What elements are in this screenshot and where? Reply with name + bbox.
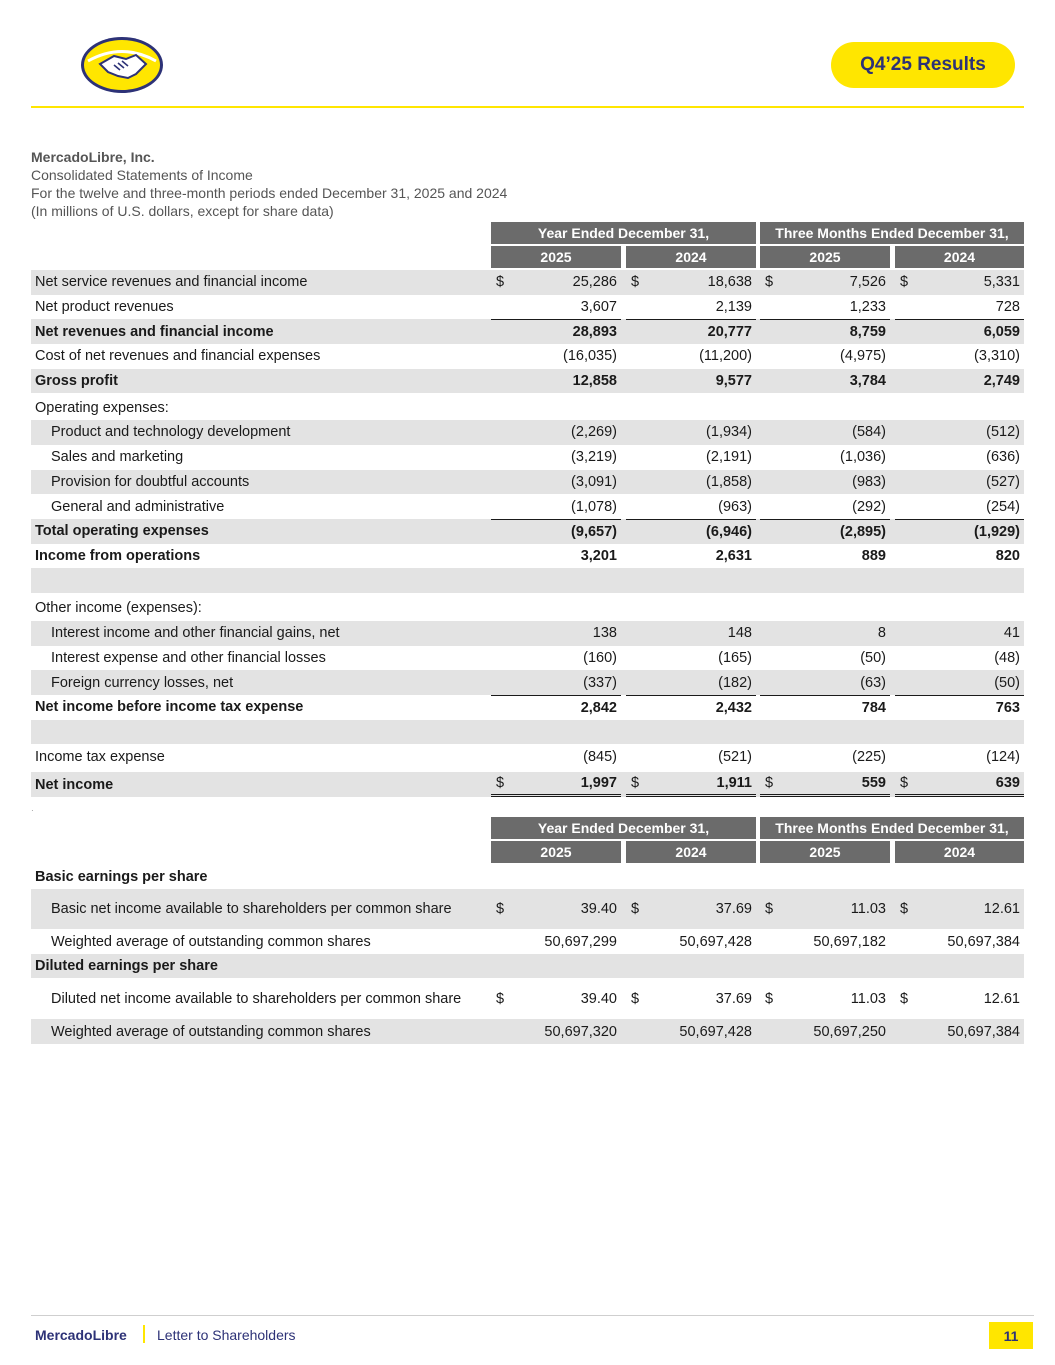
row-value: 1,911 [716,775,752,792]
row-value: 8 [877,625,886,642]
value-cell [626,445,756,470]
currency-symbol: $ [900,775,909,792]
value-cell [760,595,890,621]
statement-row [31,621,1024,646]
row-value: 3,201 [580,547,617,564]
value-cell [895,395,1024,420]
diluted-eps-value: 11.03 [850,990,886,1007]
value-cell [491,369,621,394]
three-months-header: Three Months Ended December 31, [760,222,1024,244]
row-value: 18,638 [707,274,752,291]
row-value: (636) [986,449,1020,466]
value-cell [491,344,621,369]
row-value: (160) [583,649,617,666]
value-cell [760,772,890,797]
statement-row [31,295,1024,320]
statement-row [31,319,1024,344]
value-cell [760,544,890,569]
row-value: (1,934) [706,424,752,441]
diluted-eps-row [31,978,1024,1019]
value-cell [895,295,1024,320]
value-cell [895,772,1024,797]
row-value: 8,759 [849,324,886,341]
value-cell [760,646,890,671]
year-ended-header: Year Ended December 31, [491,222,756,244]
row-value: (963) [718,498,752,515]
value-cell [760,695,890,720]
value-cell [491,494,621,519]
row-value: 3,784 [849,373,886,390]
row-value: (6,946) [706,523,752,540]
year-header: 2025 [491,841,621,863]
value-cell [760,270,890,295]
row-value: 2,631 [715,547,752,564]
row-label: Total operating expenses [35,523,209,540]
row-label: Other income (expenses): [35,599,202,616]
currency-symbol: $ [631,274,640,291]
value-cell [626,670,756,695]
row-value: 3,607 [580,299,617,316]
column-group-header [31,222,1024,246]
value-cell [491,420,621,445]
year-header: 2024 [626,246,756,268]
statement-title: Consolidated Statements of Income [31,167,253,183]
row-value: 20,777 [707,324,752,341]
value-cell [895,695,1024,720]
row-value: 7,526 [849,274,886,291]
value-cell [491,544,621,569]
value-cell [760,621,890,646]
row-value: (124) [986,749,1020,766]
value-cell [895,595,1024,621]
row-value: (3,310) [974,348,1020,365]
row-value: (1,929) [974,523,1020,540]
row-label: Income tax expense [35,749,165,766]
value-cell [895,621,1024,646]
currency-symbol: $ [765,901,774,917]
value-cell [626,595,756,621]
row-value: (527) [986,473,1020,490]
diluted-shares-value: 50,697,320 [544,1023,617,1040]
row-value: (3,219) [571,449,617,466]
value-cell [491,395,621,420]
diluted-shares-label: Weighted average of outstanding common shares [51,1023,371,1040]
value-cell [895,670,1024,695]
currency-symbol: $ [765,990,774,1007]
spacer-row [31,720,1024,745]
value-cell [491,445,621,470]
diluted-eps-label: Diluted net income available to shareholders per common share [51,990,462,1007]
basic-shares-value: 50,697,299 [544,933,617,950]
basic-eps-value: 12.61 [983,901,1020,917]
value-cell [491,695,621,720]
row-value: (1,078) [571,498,617,515]
row-value: 559 [861,775,886,792]
value-cell [760,494,890,519]
statement-row [31,595,1024,621]
row-value: 5,331 [983,274,1020,291]
currency-symbol: $ [496,274,505,291]
statement-row [31,445,1024,470]
row-value: (2,895) [840,523,886,540]
row-value: (16,035) [562,348,617,365]
row-label: Gross profit [35,373,118,390]
row-value: 6,059 [983,324,1020,341]
value-cell [895,744,1024,770]
row-value: (4,975) [840,348,886,365]
statement-row [31,772,1024,797]
value-cell [626,621,756,646]
year-header: 2025 [760,841,890,863]
footer-divider [31,1315,1034,1316]
statement-row [31,646,1024,671]
value-cell [895,344,1024,369]
row-value: 25,286 [572,274,617,291]
income-rows [31,270,1024,797]
mercadolibre-logo [78,34,166,96]
value-cell [491,295,621,320]
row-label: Net income [35,776,114,793]
year-header: 2024 [895,246,1024,268]
basic-eps-label: Basic net income available to shareholders per common share [51,901,452,917]
value-cell [491,270,621,295]
row-value: 728 [995,299,1020,316]
statement-intro [31,148,507,220]
row-value: (2,269) [571,424,617,441]
value-cell [626,395,756,420]
row-value: (254) [986,498,1020,515]
currency-symbol: $ [765,274,774,291]
value-cell [626,519,756,544]
row-label: Interest income and other financial gains, net [51,625,340,642]
statement-row [31,544,1024,569]
value-cell [760,445,890,470]
statement-row [31,420,1024,445]
row-value: (521) [718,749,752,766]
row-value: (2,191) [706,449,752,466]
row-value: (983) [852,473,886,490]
row-value: (225) [852,749,886,766]
value-cell [626,544,756,569]
basic-shares-row [31,929,1024,954]
year-header-row [31,841,1024,865]
value-cell [895,519,1024,544]
diluted-eps-heading-row [31,954,1024,978]
value-cell [895,646,1024,671]
basic-eps-value: 11.03 [850,901,886,917]
row-value: 1,997 [580,775,617,792]
eps-table [31,817,1024,1044]
value-cell [895,568,1024,593]
value-cell [895,319,1024,344]
row-value: (584) [852,424,886,441]
currency-symbol: $ [900,274,909,291]
value-cell [626,772,756,797]
row-value: 639 [995,775,1020,792]
row-value: 12,858 [572,373,617,390]
currency-symbol: $ [900,990,909,1007]
row-value: 2,432 [715,699,752,716]
value-cell [895,270,1024,295]
basic-shares-value: 50,697,428 [679,933,752,950]
value-cell [626,568,756,593]
row-label: Product and technology development [51,424,291,441]
row-label: Interest expense and other financial losses [51,649,326,666]
value-cell [491,772,621,797]
diluted-eps-heading: Diluted earnings per share [35,958,218,974]
value-cell [626,344,756,369]
value-cell [626,295,756,320]
row-value: (50) [860,649,886,666]
diluted-shares-value: 50,697,428 [679,1023,752,1040]
value-cell [895,445,1024,470]
value-cell [491,744,621,770]
value-cell [491,646,621,671]
row-label: Provision for doubtful accounts [51,473,250,490]
statement-period: For the twelve and three-month periods ended December 31, 2025 and 2024 [31,185,508,201]
year-header: 2024 [626,841,756,863]
value-cell [895,544,1024,569]
row-value: (845) [583,749,617,766]
value-cell [760,319,890,344]
column-group-header [31,817,1024,841]
spacer-row [31,568,1024,593]
row-value: (182) [718,674,752,691]
row-value: 889 [861,547,886,564]
value-cell [626,695,756,720]
income-statement-table [31,222,1024,797]
row-value: 820 [995,547,1020,564]
value-cell [760,369,890,394]
row-value: 28,893 [572,324,617,341]
value-cell [760,744,890,770]
statement-row [31,494,1024,519]
value-cell [626,470,756,495]
value-cell [626,494,756,519]
value-cell [626,270,756,295]
statement-row [31,270,1024,295]
value-cell [895,420,1024,445]
value-cell [626,420,756,445]
row-value: (63) [860,674,886,691]
value-cell [491,519,621,544]
row-label: Net product revenues [35,299,174,316]
value-cell [626,744,756,770]
row-value: 2,749 [983,373,1020,390]
value-cell [491,720,621,745]
basic-shares-label: Weighted average of outstanding common shares [51,933,371,950]
value-cell [895,470,1024,495]
row-value: 138 [592,625,617,642]
currency-symbol: $ [631,775,640,792]
value-cell [626,369,756,394]
statement-row [31,344,1024,369]
value-cell [491,670,621,695]
statement-row [31,519,1024,544]
page-number: 11 [989,1322,1033,1349]
header-divider [31,106,1024,108]
row-value: (48) [994,649,1020,666]
year-ended-header: Year Ended December 31, [491,817,756,839]
year-header: 2025 [491,246,621,268]
diluted-eps-value: 12.61 [983,990,1020,1007]
row-value: 1,233 [849,299,886,316]
value-cell [760,420,890,445]
row-value: (512) [986,424,1020,441]
separator-dot: · [31,806,34,815]
currency-symbol: $ [765,775,774,792]
row-value: 41 [1003,625,1020,642]
row-label: Sales and marketing [51,449,184,466]
diluted-eps-value: 39.40 [580,990,617,1007]
row-value: (50) [994,674,1020,691]
value-cell [895,494,1024,519]
value-cell [626,319,756,344]
basic-eps-row [31,889,1024,929]
value-cell [895,369,1024,394]
value-cell [491,470,621,495]
value-cell [760,720,890,745]
row-value: (3,091) [571,473,617,490]
diluted-eps-value: 37.69 [715,990,752,1007]
row-value: (1,036) [840,449,886,466]
row-label: Cost of net revenues and financial expenses [35,348,321,365]
row-label: Operating expenses: [35,399,169,416]
basic-eps-value: 39.40 [580,901,617,917]
footer-separator [143,1325,145,1343]
company-name: MercadoLibre, Inc. [31,149,155,165]
value-cell [491,595,621,621]
row-value: 2,139 [715,299,752,316]
basic-shares-value: 50,697,182 [813,933,886,950]
row-value: 2,842 [580,699,617,716]
currency-symbol: $ [631,901,640,917]
row-value: (292) [852,498,886,515]
year-header: 2024 [895,841,1024,863]
statement-row [31,744,1024,770]
statement-row [31,470,1024,495]
value-cell [760,344,890,369]
value-cell [760,568,890,593]
year-header-row [31,246,1024,270]
row-value: 763 [995,699,1020,716]
row-value: 784 [861,699,886,716]
footer-title: Letter to Shareholders [157,1327,296,1343]
basic-eps-value: 37.69 [715,901,752,917]
value-cell [626,646,756,671]
value-cell [760,670,890,695]
statement-row [31,369,1024,394]
row-value: (165) [718,649,752,666]
three-months-header: Three Months Ended December 31, [760,817,1024,839]
statement-units: (In millions of U.S. dollars, except for share data) [31,203,334,219]
row-value: (11,200) [699,348,752,365]
value-cell [626,720,756,745]
quarter-results-badge: Q4’25 Results [831,42,1015,88]
value-cell [760,295,890,320]
row-label: Net revenues and financial income [35,323,274,340]
row-label: Foreign currency losses, net [51,674,234,691]
year-header: 2025 [760,246,890,268]
currency-symbol: $ [900,901,909,917]
value-cell [491,319,621,344]
row-label: Income from operations [35,547,201,564]
statement-row [31,695,1024,720]
value-cell [760,395,890,420]
value-cell [491,621,621,646]
value-cell [760,470,890,495]
row-label: General and administrative [51,498,225,515]
basic-eps-heading-row [31,865,1024,889]
statement-row [31,670,1024,695]
value-cell [760,519,890,544]
row-value: 9,577 [715,373,752,390]
currency-symbol: $ [496,901,505,917]
row-label: Net service revenues and financial income [35,274,308,291]
currency-symbol: $ [496,990,505,1007]
value-cell [491,568,621,593]
diluted-shares-row [31,1019,1024,1044]
statement-row [31,395,1024,420]
row-value: 148 [727,625,752,642]
row-label: Net income before income tax expense [35,699,304,716]
row-value: (337) [583,674,617,691]
value-cell [895,720,1024,745]
row-value: (9,657) [571,523,617,540]
currency-symbol: $ [496,775,505,792]
basic-shares-value: 50,697,384 [947,933,1020,950]
row-value: (1,858) [706,473,752,490]
basic-eps-heading: Basic earnings per share [35,869,208,885]
currency-symbol: $ [631,990,640,1007]
diluted-shares-value: 50,697,384 [947,1023,1020,1040]
footer-brand: MercadoLibre [35,1327,127,1343]
diluted-shares-value: 50,697,250 [813,1023,886,1040]
